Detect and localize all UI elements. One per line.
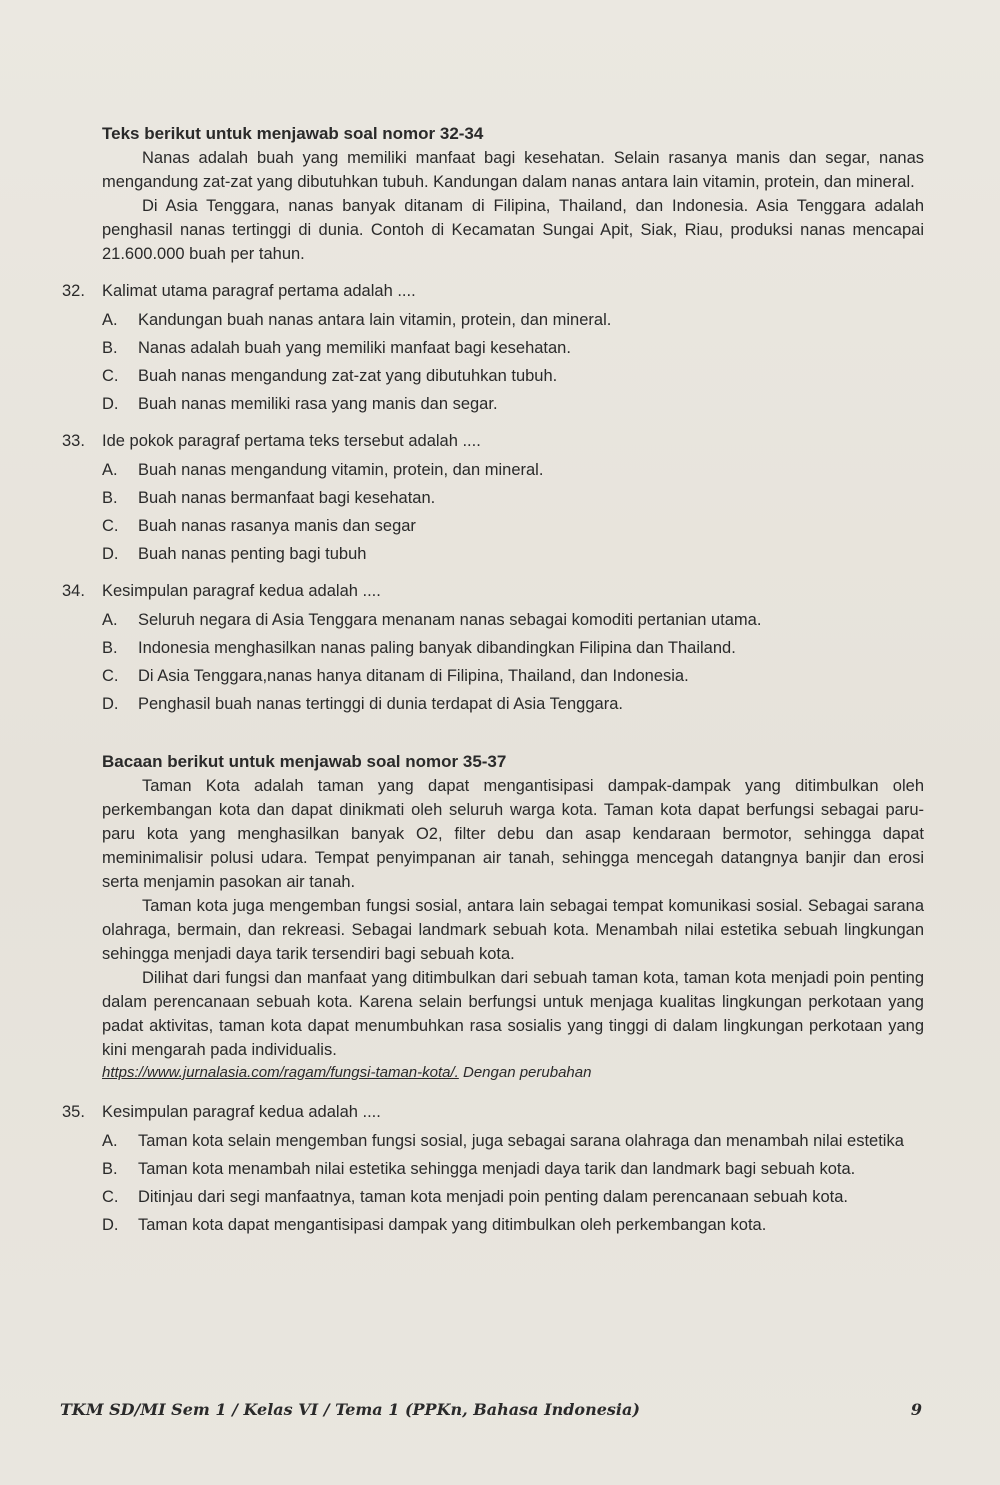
option-c: C. Buah nanas mengandung zat-zat yang dibutuhkan tubuh. [102,367,558,385]
reading-heading-1: Teks berikut untuk menjawab soal nomor 32-34 [102,124,484,143]
page-number: 9 [910,1400,922,1419]
question-32 [62,278,924,416]
reading-paragraph: Dilihat dari fungsi dan manfaat yang ditimbulkan dari sebuah taman kota, taman kota menjadi poin penting dalam perencanaan sebuah kota. Karena selain berfungsi untuk menjaga kualitas lingkungan perkotaan yang padat aktivitas, taman kota dapat menumbuhkan rasa sosialis yang tinggi di dalam lingkungan perkotaan yang kini mengarah pada individualis. [102,969,924,1059]
option-b: B. Indonesia menghasilkan nanas paling banyak dibandingkan Filipina dan Thailand. [102,639,736,657]
reading-paragraph: Di Asia Tenggara, nanas banyak ditanam di Filipina, Thailand, dan Indonesia. Asia Tenggara adalah penghasil nanas tertinggi di dunia. Contoh di Kecamatan Sungai Apit, Siak, Riau, produksi nanas mencapai 21.600.000 buah per tahun. [102,197,924,263]
question-33 [62,428,924,566]
reading-heading-2: Bacaan berikut untuk menjawab soal nomor 35-37 [102,752,507,771]
option-a: A. Taman kota selain mengemban fungsi sosial, juga sebagai sarana olahraga dan menambah nilai estetika [102,1132,904,1150]
page-footer [60,1400,922,1419]
option-b: B. Taman kota menambah nilai estetika sehingga menjadi daya tarik dan landmark bagi sebuah kota. [102,1160,856,1178]
question-text: Kesimpulan paragraf kedua adalah .... [102,1103,381,1121]
option-d: D. Buah nanas memiliki rasa yang manis dan segar. [102,395,498,413]
option-c: C. Buah nanas rasanya manis dan segar [102,517,416,535]
reading-paragraph: Taman Kota adalah taman yang dapat mengantisipasi dampak-dampak yang ditimbulkan oleh perkembangan kota dan dapat dinikmati oleh seluruh warga kota. Taman kota dapat berfungsi sebagai paru-paru kota yang menghasilkan banyak O2, filter debu dan asap kendaraan bermotor, sehingga dapat meminimalisir polusi udara. Tempat penyimpanan air tanah, sehingga mencegah datangnya banjir dan erosi serta menjamin pasokan air tanah. [102,777,924,891]
option-a: A. Buah nanas mengandung vitamin, protein, dan mineral. [102,461,544,479]
question-34 [62,578,924,716]
question-text: Ide pokok paragraf pertama teks tersebut adalah .... [102,432,481,450]
question-text: Kalimat utama paragraf pertama adalah .... [102,282,416,300]
option-a: A. Seluruh negara di Asia Tenggara menanam nanas sebagai komoditi pertanian utama. [102,611,762,629]
option-d: D. Penghasil buah nanas tertinggi di dunia terdapat di Asia Tenggara. [102,695,623,713]
option-c: C. Di Asia Tenggara,nanas hanya ditanam di Filipina, Thailand, dan Indonesia. [102,667,689,685]
option-d: D. Taman kota dapat mengantisipasi dampak yang ditimbulkan oleh perkembangan kota. [102,1216,767,1234]
page-content [62,124,924,1237]
option-a: A. Kandungan buah nanas antara lain vitamin, protein, dan mineral. [102,311,612,329]
question-number: 34. [62,582,85,600]
footer-title: TKM SD/MI Sem 1 / Kelas VI / Tema 1 (PPKn, Bahasa Indonesia) [60,1400,640,1419]
question-35 [62,1099,924,1237]
source-link: https://www.jurnalasia.com/ragam/fungsi-taman-kota/. [102,1064,459,1081]
source-citation [102,1064,924,1081]
option-d: D. Buah nanas penting bagi tubuh [102,545,367,563]
source-note: Dengan perubahan [463,1064,592,1081]
reading-paragraph: Nanas adalah buah yang memiliki manfaat bagi kesehatan. Selain rasanya manis dan segar, nanas mengandung zat-zat yang dibutuhkan tubuh. Kandungan dalam nanas antara lain vitamin, protein, dan mineral. [102,149,924,191]
option-c: C. Ditinjau dari segi manfaatnya, taman kota menjadi poin penting dalam perencanaan sebuah kota. [102,1188,848,1206]
question-text: Kesimpulan paragraf kedua adalah .... [102,582,381,600]
question-number: 32. [62,282,85,300]
question-number: 33. [62,432,85,450]
option-b: B. Nanas adalah buah yang memiliki manfaat bagi kesehatan. [102,339,571,357]
reading-paragraph: Taman kota juga mengemban fungsi sosial, antara lain sebagai tempat komunikasi sosial. Sebagai sarana olahraga, bermain, dan rekreasi. Sebagai landmark sebuah kota. Menambah nilai estetika sebuah lingkungan sehingga menjadi daya tarik tersendiri bagi sebuah kota. [102,897,924,963]
option-b: B. Buah nanas bermanfaat bagi kesehatan. [102,489,436,507]
question-number: 35. [62,1103,85,1121]
